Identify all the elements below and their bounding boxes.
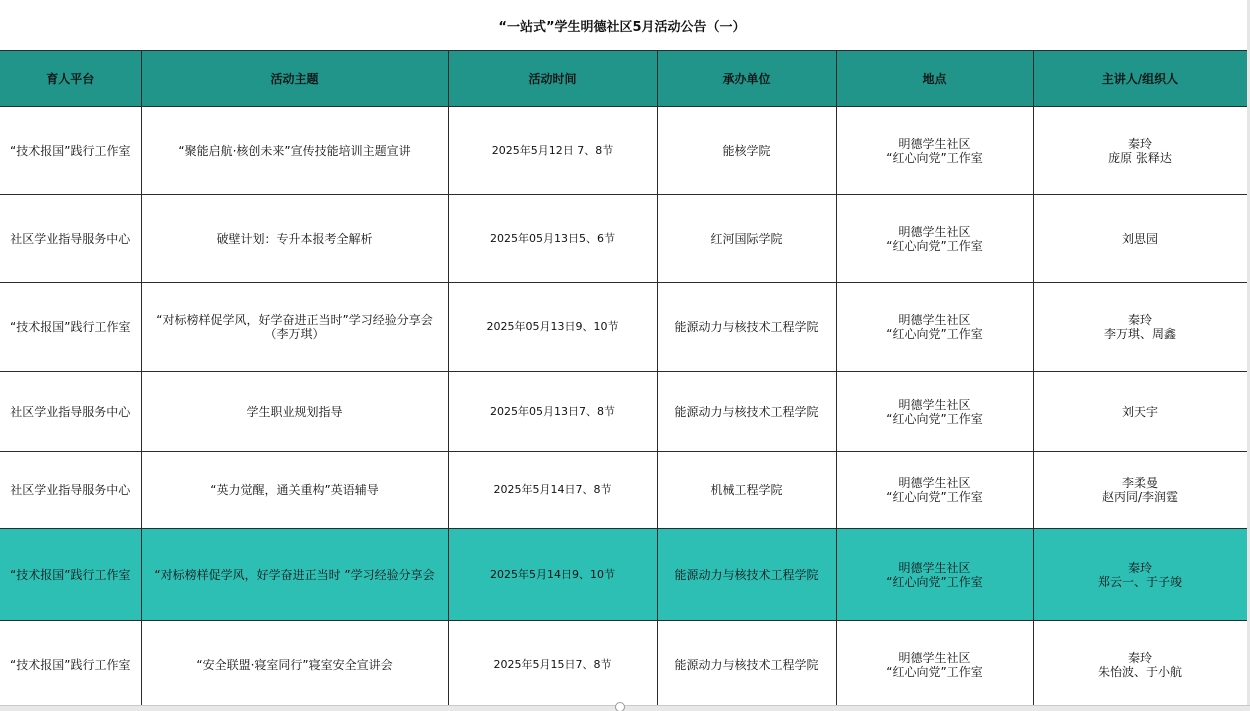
horizontal-scrollbar[interactable] [0, 705, 1250, 711]
cell-topic[interactable]: “英力觉醒，通关重构”英语辅导 [141, 452, 448, 529]
cell-platform[interactable]: “技术报国”践行工作室 [0, 529, 141, 621]
cell-time[interactable]: 2025年5月14日9、10节 [448, 529, 657, 621]
header-topic[interactable]: 活动主题 [141, 51, 448, 107]
table-row [0, 107, 1247, 195]
table-row [0, 529, 1247, 621]
header-time[interactable]: 活动时间 [448, 51, 657, 107]
cell-location[interactable]: 明德学生社区 “红心向党”工作室 [836, 529, 1033, 621]
cell-location[interactable]: 明德学生社区 “红心向党”工作室 [836, 283, 1033, 372]
cell-location[interactable]: 明德学生社区 “红心向党”工作室 [836, 621, 1033, 709]
cell-platform[interactable]: “技术报国”践行工作室 [0, 107, 141, 195]
cell-topic[interactable]: 学生职业规划指导 [141, 372, 448, 452]
table-row [0, 372, 1247, 452]
cell-organizer[interactable]: 能源动力与核技术工程学院 [657, 529, 836, 621]
header-row [0, 51, 1247, 107]
cell-organizer[interactable]: 能源动力与核技术工程学院 [657, 621, 836, 709]
cell-topic[interactable]: “聚能启航·核创未来”宣传技能培训主题宣讲 [141, 107, 448, 195]
cell-time[interactable]: 2025年5月12日 7、8节 [448, 107, 657, 195]
cell-platform[interactable]: “技术报国”践行工作室 [0, 283, 141, 372]
cell-platform[interactable]: 社区学业指导服务中心 [0, 452, 141, 529]
activity-table [0, 50, 1248, 709]
cell-speaker[interactable]: 李柔曼 赵丙同/李润霆 [1033, 452, 1247, 529]
cell-location[interactable]: 明德学生社区 “红心向党”工作室 [836, 452, 1033, 529]
cell-topic[interactable]: “对标榜样促学风，好学奋进正当时 ”学习经验分享会 [141, 529, 448, 621]
cell-time[interactable]: 2025年05月13日9、10节 [448, 283, 657, 372]
cell-speaker[interactable]: 秦玲 郑云一、于子竣 [1033, 529, 1247, 621]
cell-organizer[interactable]: 能核学院 [657, 107, 836, 195]
table-row [0, 195, 1247, 283]
cell-organizer[interactable]: 能源动力与核技术工程学院 [657, 283, 836, 372]
table-row [0, 452, 1247, 529]
cell-speaker[interactable]: 秦玲 朱怡波、于小航 [1033, 621, 1247, 709]
cell-organizer[interactable]: 机械工程学院 [657, 452, 836, 529]
sheet-title: “一站式”学生明德社区5月活动公告（一） [498, 19, 746, 35]
cell-platform[interactable]: “技术报国”践行工作室 [0, 621, 141, 709]
header-location[interactable]: 地点 [836, 51, 1033, 107]
cell-location[interactable]: 明德学生社区 “红心向党”工作室 [836, 107, 1033, 195]
cell-time[interactable]: 2025年05月13日5、6节 [448, 195, 657, 283]
cell-topic[interactable]: “安全联盟·寝室同行”寝室安全宣讲会 [141, 621, 448, 709]
cell-platform[interactable]: 社区学业指导服务中心 [0, 195, 141, 283]
cell-topic[interactable]: 破壁计划：专升本报考全解析 [141, 195, 448, 283]
cell-organizer[interactable]: 能源动力与核技术工程学院 [657, 372, 836, 452]
cell-time[interactable]: 2025年5月15日7、8节 [448, 621, 657, 709]
resize-handle[interactable] [615, 702, 625, 711]
cell-speaker[interactable]: 秦玲 李万琪、周鑫 [1033, 283, 1247, 372]
table-row [0, 283, 1247, 372]
cell-speaker[interactable]: 秦玲 庞原 张释达 [1033, 107, 1247, 195]
header-platform[interactable]: 育人平台 [0, 51, 141, 107]
cell-organizer[interactable]: 红河国际学院 [657, 195, 836, 283]
table-row [0, 621, 1247, 709]
cell-speaker[interactable]: 刘天宇 [1033, 372, 1247, 452]
cell-location[interactable]: 明德学生社区 “红心向党”工作室 [836, 195, 1033, 283]
cell-location[interactable]: 明德学生社区 “红心向党”工作室 [836, 372, 1033, 452]
header-speaker[interactable]: 主讲人/组织人 [1033, 51, 1247, 107]
cell-topic[interactable]: “对标榜样促学风，好学奋进正当时”学习经验分享会 （李万琪） [141, 283, 448, 372]
table-body [0, 107, 1247, 709]
cell-speaker[interactable]: 刘思园 [1033, 195, 1247, 283]
header-organizer[interactable]: 承办单位 [657, 51, 836, 107]
cell-platform[interactable]: 社区学业指导服务中心 [0, 372, 141, 452]
cell-time[interactable]: 2025年05月13日7、8节 [448, 372, 657, 452]
cell-time[interactable]: 2025年5月14日7、8节 [448, 452, 657, 529]
